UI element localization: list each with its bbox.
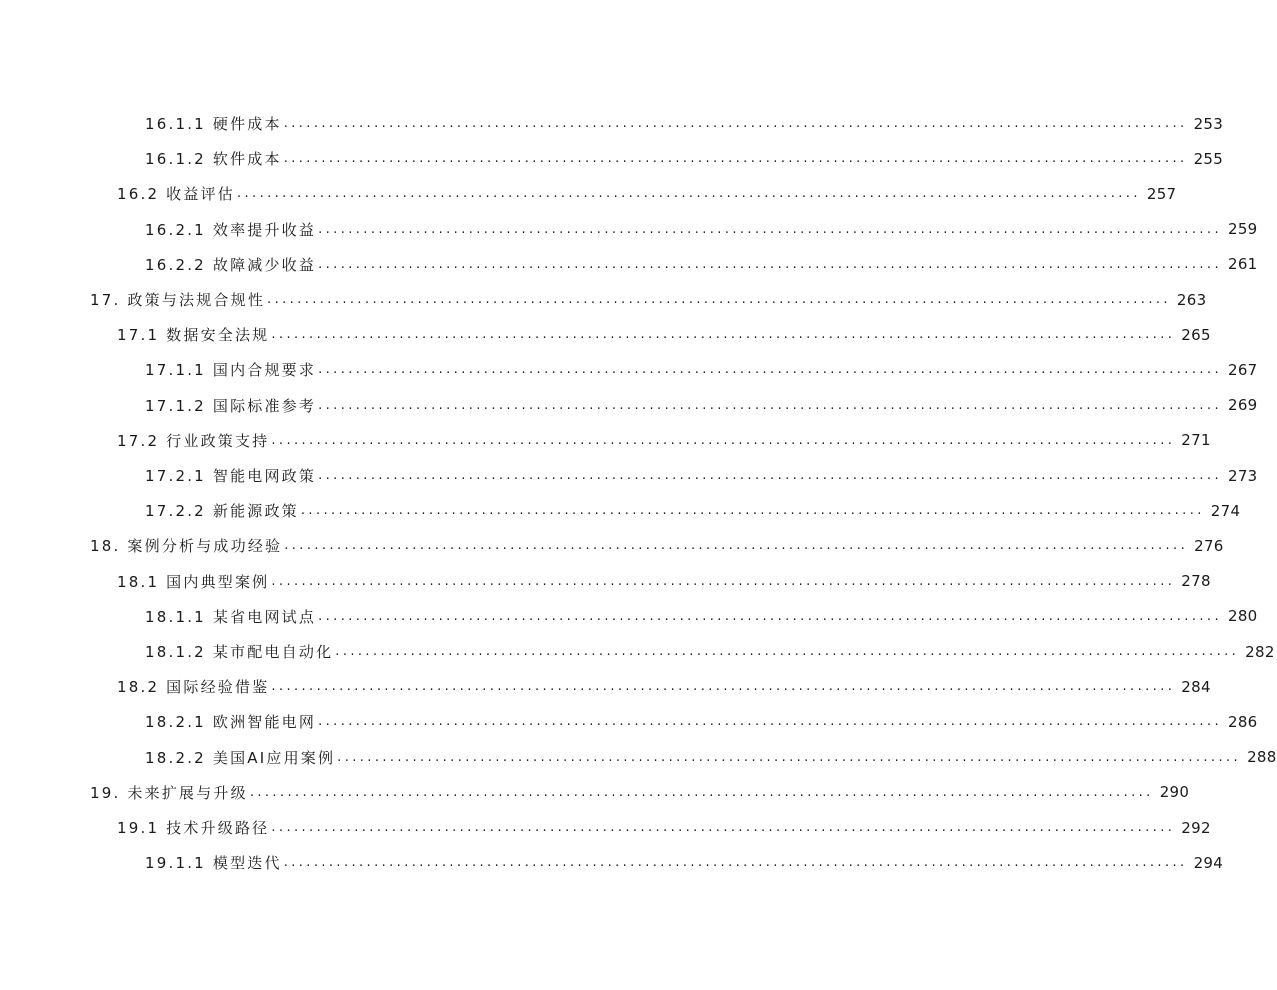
toc-entry[interactable] xyxy=(145,212,1258,247)
toc-entry[interactable] xyxy=(117,810,1211,845)
toc-entry-title: 16.1.2 软件成本 xyxy=(145,150,282,169)
toc-entry-title: 19. 未来扩展与升级 xyxy=(90,783,248,802)
toc-entry-title: 18.2 国际经验借鉴 xyxy=(117,678,270,697)
toc-leader-dots: ........................................................................................................................ xyxy=(335,644,1240,659)
toc-entry-title: 17.1.1 国内合规要求 xyxy=(145,361,317,380)
toc-page-number: 253 xyxy=(1193,114,1224,133)
toc-entry[interactable] xyxy=(117,669,1211,704)
toc-leader-dots: ........................................................................................................................ xyxy=(267,292,1171,307)
toc-entry[interactable] xyxy=(145,740,1277,775)
toc-entry-title: 18.1.1 某省电网试点 xyxy=(145,607,317,626)
toc-page-number: 276 xyxy=(1194,536,1224,555)
toc-leader-dots: ........................................................................................................................ xyxy=(236,186,1141,202)
toc-page-number: 280 xyxy=(1227,607,1258,626)
toc-page-number: 292 xyxy=(1181,818,1211,837)
toc-page-number: 269 xyxy=(1227,396,1258,415)
toc-entry-title: 18.1 国内典型案例 xyxy=(117,572,270,591)
toc-entry-title: 17. 政策与法规合规性 xyxy=(90,291,266,309)
toc-entry[interactable] xyxy=(145,352,1258,387)
toc-leader-dots: ........................................................................................................................ xyxy=(318,221,1222,237)
toc-page-number: 278 xyxy=(1181,572,1211,591)
toc-leader-dots: ........................................................................................................................ xyxy=(271,679,1176,695)
toc-leader-dots: ........................................................................................................................ xyxy=(271,820,1176,835)
toc-page-number: 271 xyxy=(1181,431,1211,450)
toc-leader-dots: ........................................................................................................................ xyxy=(284,538,1189,554)
toc-leader-dots: ........................................................................................................................ xyxy=(337,749,1242,765)
toc-entry-title: 17.2 行业政策支持 xyxy=(117,431,270,450)
toc-page-number: 257 xyxy=(1146,184,1177,203)
toc-entry[interactable] xyxy=(117,317,1211,352)
toc-entry-title: 19.1.1 模型迭代 xyxy=(145,854,282,873)
toc-page-number: 290 xyxy=(1159,783,1190,802)
toc-page-number: 274 xyxy=(1210,501,1241,520)
toc-leader-dots: ........................................................................................................................ xyxy=(318,397,1222,413)
toc-page-number: 294 xyxy=(1193,853,1224,872)
toc-leader-dots: ........................................................................................................................ xyxy=(300,503,1205,519)
toc-page-number: 286 xyxy=(1227,712,1258,731)
toc-entry[interactable] xyxy=(90,528,1224,563)
toc-entry-title: 17.2.1 智能电网政策 xyxy=(145,467,317,485)
toc-leader-dots: ........................................................................................................................ xyxy=(271,327,1176,343)
toc-entry-title: 18. 案例分析与成功经验 xyxy=(90,537,283,556)
toc-page-number: 288 xyxy=(1247,748,1277,767)
toc-entry[interactable] xyxy=(145,141,1224,176)
toc-entry[interactable] xyxy=(117,564,1211,599)
toc-leader-dots: ........................................................................................................................ xyxy=(249,784,1154,800)
toc-leader-dots: ........................................................................................................................ xyxy=(283,116,1188,131)
toc-entry[interactable] xyxy=(117,176,1177,211)
toc-page-number: 282 xyxy=(1245,642,1275,661)
toc-entry-title: 17.1 数据安全法规 xyxy=(117,326,270,345)
toc-page-number: 284 xyxy=(1181,677,1211,696)
toc-entry-title: 17.1.2 国际标准参考 xyxy=(145,396,317,415)
toc-entry-title: 19.1 技术升级路径 xyxy=(117,819,270,837)
toc-entry[interactable] xyxy=(90,282,1207,317)
toc-leader-dots: ........................................................................................................................ xyxy=(283,855,1188,871)
toc-leader-dots: ........................................................................................................................ xyxy=(318,468,1222,483)
toc-entry-title: 16.2.1 效率提升收益 xyxy=(145,220,317,239)
toc-page-number: 261 xyxy=(1227,255,1258,274)
toc-entry[interactable] xyxy=(145,845,1224,880)
toc-entry[interactable] xyxy=(145,458,1258,493)
toc-entry-title: 16.1.1 硬件成本 xyxy=(145,115,282,133)
toc-leader-dots: ........................................................................................................................ xyxy=(318,256,1222,272)
toc-page-number: 273 xyxy=(1227,466,1258,485)
toc-entry[interactable] xyxy=(145,493,1241,528)
toc-entry[interactable] xyxy=(145,388,1258,423)
toc-entry-title: 16.2.2 故障减少收益 xyxy=(145,255,317,274)
toc-entry[interactable] xyxy=(90,775,1190,810)
toc-entry[interactable] xyxy=(145,599,1258,634)
toc-entry-title: 18.1.2 某市配电自动化 xyxy=(145,643,334,661)
toc-page-number: 267 xyxy=(1227,360,1258,379)
toc-leader-dots: ........................................................................................................................ xyxy=(271,573,1176,589)
toc-leader-dots: ........................................................................................................................ xyxy=(318,608,1222,624)
toc-leader-dots: ........................................................................................................................ xyxy=(271,432,1176,448)
toc-entry-title: 18.2.2 美国AI应用案例 xyxy=(145,748,336,767)
toc-entry[interactable] xyxy=(117,423,1211,458)
toc-entry[interactable] xyxy=(145,106,1224,141)
toc-entry-title: 18.2.1 欧洲智能电网 xyxy=(145,713,317,732)
toc-leader-dots: ........................................................................................................................ xyxy=(318,362,1222,378)
toc-page-number: 263 xyxy=(1176,290,1207,309)
toc-entry[interactable] xyxy=(145,634,1275,669)
toc-entry[interactable] xyxy=(145,704,1258,739)
toc-entry[interactable] xyxy=(145,247,1258,282)
toc-entry-title: 16.2 收益评估 xyxy=(117,185,235,204)
toc-leader-dots: ........................................................................................................................ xyxy=(283,151,1188,167)
toc-entry-title: 17.2.2 新能源政策 xyxy=(145,502,299,521)
toc-page-number: 265 xyxy=(1181,325,1211,344)
toc-page-number: 259 xyxy=(1227,220,1258,239)
toc-page-number: 255 xyxy=(1193,149,1224,168)
toc-leader-dots: ........................................................................................................................ xyxy=(318,714,1222,730)
